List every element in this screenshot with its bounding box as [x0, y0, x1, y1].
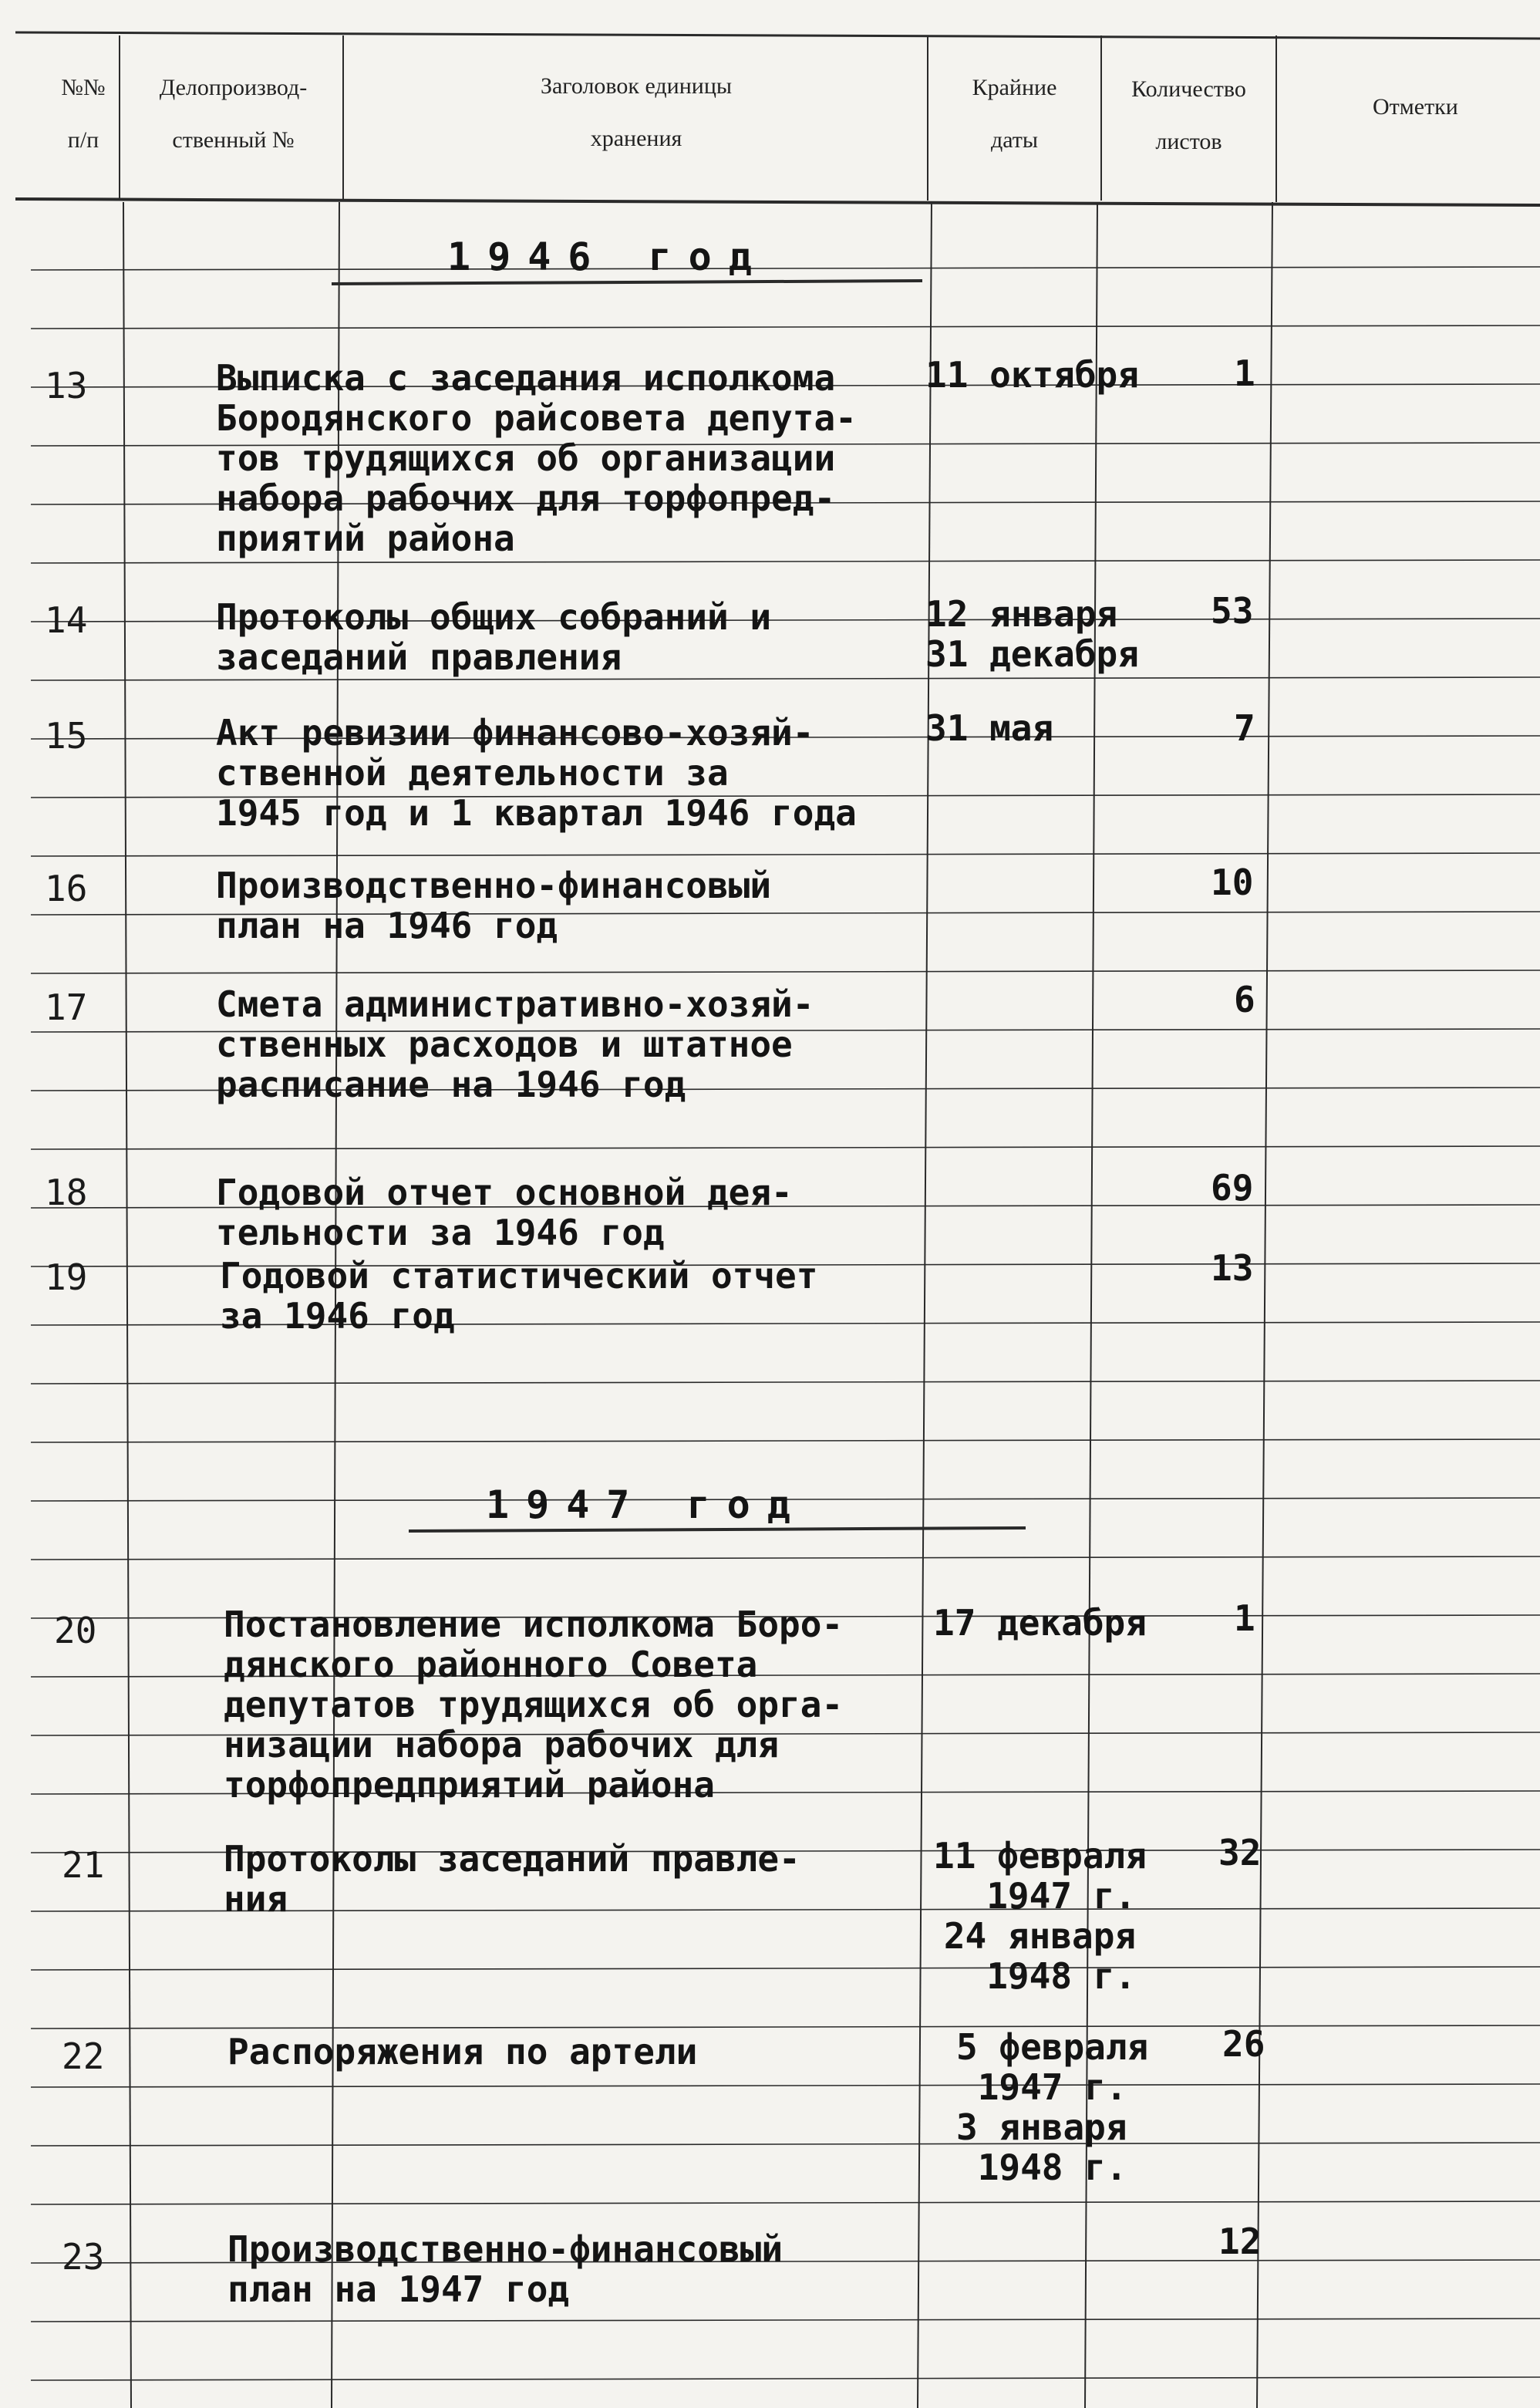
- ruled-line: [31, 853, 1540, 856]
- ruled-line: [31, 970, 1540, 973]
- entry-title: Протоколы общих собраний и заседаний правления: [216, 596, 772, 678]
- entry-sheets: 26: [1222, 2023, 1265, 2065]
- entry-title: Выписка с заседания исполкома Бородянского райсовета депута- тов трудящихся об организации набора рабочих для торфопред- приятий района: [216, 357, 857, 559]
- header-col-notes: Отметки: [1373, 94, 1458, 120]
- ruled-line: [31, 2143, 1540, 2146]
- entry-number: 21: [62, 1844, 105, 1886]
- ruled-line: [31, 2084, 1540, 2087]
- entry-sheets: 12: [1218, 2221, 1262, 2262]
- entry-number: 13: [45, 365, 88, 406]
- entry-dates: 11 февраля 1947 г. 24 января 1948 г.: [933, 1835, 1147, 1997]
- header-col-number: №№ п/п: [61, 75, 106, 153]
- entry-number: 23: [62, 2236, 105, 2278]
- entry-title: Протоколы заседаний правле- ния: [224, 1838, 800, 1920]
- entry-number: 16: [45, 868, 88, 909]
- header-col-file-number: Делопроизвод- ственный №: [159, 75, 308, 153]
- entry-title: Производственно-финансовый план на 1946 год: [216, 865, 772, 946]
- entry-dates: 31 мая: [925, 707, 1054, 749]
- year-heading-1947: 1947 год: [486, 1482, 807, 1527]
- entry-sheets: 1: [1234, 1597, 1255, 1639]
- ruled-line: [31, 1556, 1540, 1560]
- ruled-line: [31, 1967, 1540, 1970]
- ruled-line: [31, 325, 1540, 329]
- entry-sheets: 7: [1234, 707, 1255, 749]
- entry-title: Акт ревизии финансово-хозяй- ственной деятельности за 1945 год и 1 квартал 1946 года: [216, 712, 857, 834]
- ruled-line: [31, 1381, 1540, 1384]
- ruled-line: [31, 2319, 1540, 2322]
- entry-sheets: 6: [1234, 979, 1255, 1020]
- entry-title: Производственно-финансовый план на 1947 год: [227, 2228, 783, 2310]
- entry-dates: 12 января 31 декабря: [925, 593, 1139, 675]
- header-col-sheets: Количество листов: [1131, 76, 1246, 154]
- ruled-line: [31, 560, 1540, 563]
- entry-number: 19: [45, 1256, 88, 1298]
- entry-dates: 17 декабря: [933, 1602, 1147, 1644]
- entry-title: Постановление исполкома Боро- дянского районного Совета депутатов трудящихся об орга- низации набора рабочих для торфопредприятий района: [224, 1604, 844, 1806]
- ruled-line: [31, 2025, 1540, 2029]
- entry-dates: 5 февраля 1947 г. 3 января 1948 г.: [956, 2026, 1149, 2188]
- entry-number: 20: [54, 1610, 97, 1651]
- ruled-line: [31, 267, 1540, 270]
- entry-sheets: 13: [1211, 1247, 1254, 1289]
- entry-title: Годовой статистический отчет за 1946 год: [220, 1255, 818, 1337]
- ruled-line: [31, 2201, 1540, 2204]
- entry-number: 18: [45, 1172, 88, 1213]
- entry-sheets: 10: [1211, 862, 1254, 903]
- entry-title: Смета административно-хозяй- ственных расходов и штатное расписание на 1946 год: [216, 983, 814, 1105]
- entry-number: 14: [45, 599, 88, 641]
- entry-title: Годовой отчет основной дея- тельности за 1946 год: [216, 1172, 793, 1253]
- header-col-title: Заголовок единицы хранения: [540, 73, 733, 151]
- header-col-dates: Крайние даты: [972, 75, 1057, 153]
- year-heading-1946: 1946 год: [447, 234, 769, 279]
- entry-number: 15: [45, 715, 88, 757]
- ruled-line: [31, 1146, 1540, 1149]
- entry-sheets: 1: [1234, 352, 1255, 394]
- ruled-line: [31, 2377, 1540, 2380]
- entry-sheets: 53: [1211, 590, 1254, 632]
- ruled-line: [31, 1439, 1540, 1442]
- entry-dates: 11 октября: [925, 354, 1139, 396]
- entry-number: 22: [62, 2035, 105, 2077]
- entry-number: 17: [45, 986, 88, 1028]
- entry-sheets: 32: [1218, 1832, 1262, 1873]
- entry-title: Распоряжения по артели: [227, 2031, 698, 2072]
- entry-sheets: 69: [1211, 1167, 1254, 1209]
